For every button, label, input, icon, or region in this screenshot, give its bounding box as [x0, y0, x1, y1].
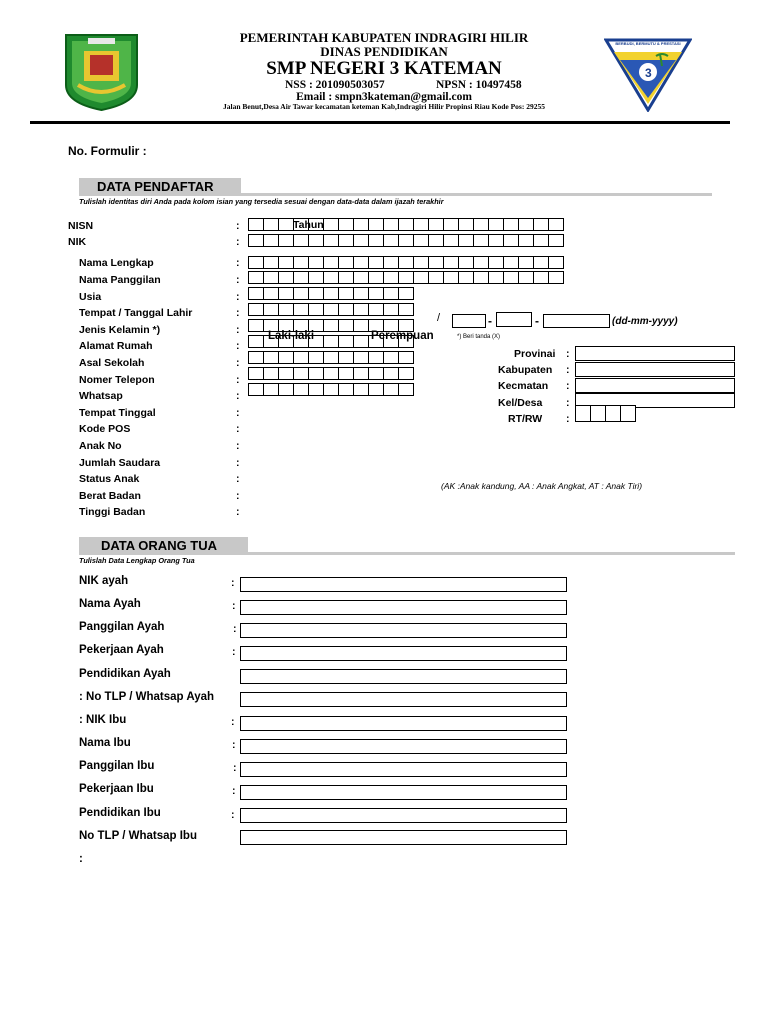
section-applicant-title: DATA PENDAFTAR: [79, 178, 241, 196]
nik-input[interactable]: [248, 234, 563, 247]
form-number-label: No. Formulir :: [68, 144, 147, 158]
field-colon: :: [236, 324, 240, 336]
father-nickname-input[interactable]: [240, 623, 567, 638]
nik-colon: :: [236, 236, 240, 248]
field-colon: :: [236, 423, 240, 435]
father-nickname-label: Panggilan Ayah: [79, 621, 165, 633]
section-applicant-rule: [241, 193, 712, 196]
parent-colon: :: [233, 623, 237, 635]
phone-label: Nomer Telepon: [79, 374, 155, 386]
nickname-label: Nama Panggilan: [79, 274, 161, 286]
field-colon: :: [236, 357, 240, 369]
gender-female-option[interactable]: Perempuan: [371, 330, 434, 342]
postal-code-label: Kode POS: [79, 423, 131, 435]
child-status-label: Status Anak: [79, 473, 140, 485]
father-name-input[interactable]: [240, 600, 567, 615]
birth-place-input[interactable]: [248, 303, 413, 316]
rt-rw-input[interactable]: [575, 405, 635, 422]
birth-year-input[interactable]: [543, 314, 610, 328]
parent-colon: :: [232, 739, 236, 751]
mother-name-input[interactable]: [240, 739, 567, 754]
section-parent-rule: [248, 552, 735, 555]
header-school-name: SMP NEGERI 3 KATEMAN: [266, 58, 502, 79]
phone-input[interactable]: [248, 367, 413, 380]
nickname-input[interactable]: [248, 271, 563, 284]
father-phone-input[interactable]: [240, 692, 567, 707]
nisn-colon: :: [236, 220, 240, 232]
header-department: DINAS PENDIDIKAN: [320, 44, 448, 59]
weight-label: Berat Badan: [79, 490, 141, 502]
rt-rw-colon: :: [566, 413, 570, 425]
parent-colon: :: [231, 577, 235, 589]
village-colon: :: [566, 397, 570, 409]
field-colon: :: [236, 506, 240, 518]
mother-nickname-label: Panggilan Ibu: [79, 760, 155, 772]
child-number-label: Anak No: [79, 440, 122, 452]
nisn-label: NISN: [68, 220, 94, 232]
mother-education-label: Pendidikan Ibu: [79, 807, 161, 819]
parent-colon: :: [231, 716, 235, 728]
field-colon: :: [236, 473, 240, 485]
date-dash: -: [535, 314, 539, 328]
applicant-instruction: Tulislah identitas diri Anda pada kolom isian yang tersedia sesuai dengan data-data dalam ijazah terakhir: [79, 197, 444, 206]
gender-male-option[interactable]: Laki-laki: [268, 330, 315, 342]
nik-label: NIK: [68, 236, 87, 248]
field-colon: :: [236, 490, 240, 502]
field-colon: :: [236, 390, 240, 402]
child-status-note: (AK :Anak kandung, AA : Anak Angkat, AT : Anak Tiri): [441, 481, 643, 491]
date-dash: -: [488, 314, 492, 328]
field-colon: :: [236, 374, 240, 386]
svg-text:3: 3: [645, 66, 652, 80]
parent-colon: :: [232, 785, 236, 797]
mother-name-label: Nama Ibu: [79, 737, 131, 749]
father-job-label: Pekerjaan Ayah: [79, 644, 164, 656]
siblings-label: Jumlah Saudara: [79, 457, 161, 469]
village-label: Kel/Desa: [498, 397, 543, 409]
regency-label: Kabupaten: [498, 364, 553, 376]
home-address-label: Alamat Rumah: [79, 340, 153, 352]
parent-colon: :: [231, 809, 235, 821]
birth-month-input[interactable]: [496, 312, 532, 327]
parent-instruction: Tulislah Data Lengkap Orang Tua: [79, 556, 195, 565]
district-label: Kecmatan: [498, 380, 549, 392]
field-colon: :: [236, 274, 240, 286]
province-input[interactable]: [575, 346, 735, 361]
parent-colon: :: [232, 600, 236, 612]
whatsapp-input[interactable]: [248, 383, 413, 396]
mother-nik-input[interactable]: [240, 716, 567, 731]
origin-school-input[interactable]: [248, 351, 413, 364]
field-colon: :: [236, 340, 240, 352]
age-input[interactable]: [248, 287, 413, 300]
date-format-hint: (dd-mm-yyyy): [612, 316, 678, 327]
whatsapp-label: Whatsap: [79, 390, 123, 402]
mother-nickname-input[interactable]: [240, 762, 567, 777]
header-email: Email : smpn3kateman@gmail.com: [296, 91, 472, 103]
section-parent-title: DATA ORANG TUA: [79, 537, 248, 555]
mother-education-input[interactable]: [240, 808, 567, 823]
field-colon: :: [236, 407, 240, 419]
mother-job-label: Pekerjaan Ibu: [79, 783, 154, 795]
district-colon: :: [566, 380, 570, 392]
field-colon: :: [236, 291, 240, 303]
full-name-input[interactable]: [248, 256, 563, 269]
field-colon: :: [236, 307, 240, 319]
residence-label: Tempat Tinggal: [79, 407, 156, 419]
father-education-label: Pendidikan Ayah: [79, 668, 171, 680]
header-address: Jalan Benut,Desa Air Tawar kecamatan keteman Kab,Indragiri Hilir Propinsi Riau Kode Pos: 29255: [223, 102, 545, 111]
mother-job-input[interactable]: [240, 785, 567, 800]
parent-colon: :: [233, 762, 237, 774]
mother-nik-label: : NIK Ibu: [79, 714, 127, 726]
school-motto: BERBUDI, BERMUTU & PRESTASI: [615, 41, 681, 46]
year-label: Tahun: [293, 219, 324, 231]
field-colon: :: [236, 257, 240, 269]
trailing-colon: :: [79, 853, 83, 865]
birth-day-input[interactable]: [452, 314, 486, 328]
province-colon: :: [566, 348, 570, 360]
father-phone-label: : No TLP / Whatsap Ayah: [79, 691, 215, 703]
age-label: Usia: [79, 291, 102, 303]
date-slash: /: [437, 312, 441, 324]
father-name-label: Nama Ayah: [79, 598, 141, 610]
full-name-label: Nama Lengkap: [79, 257, 154, 269]
height-label: Tinggi Badan: [79, 506, 146, 518]
father-nik-label: NIK ayah: [79, 575, 129, 587]
header-divider: [30, 121, 730, 124]
province-label: Provinai: [514, 348, 556, 360]
header-nss: NSS : 201090503057: [285, 79, 385, 91]
rt-rw-label: RT/RW: [508, 413, 543, 425]
parent-colon: :: [232, 646, 236, 658]
gender-label: Jenis Kelamin *): [79, 324, 161, 336]
mother-phone-input[interactable]: [240, 830, 567, 845]
regency-input[interactable]: [575, 362, 735, 377]
gender-note: *) Beri tanda (X): [457, 334, 501, 340]
header-government: PEMERINTAH KABUPATEN INDRAGIRI HILIR: [239, 30, 529, 45]
father-education-input[interactable]: [240, 669, 567, 684]
field-colon: :: [236, 457, 240, 469]
birth-place-date-label: Tempat / Tanggal Lahir: [79, 307, 193, 319]
origin-school-label: Asal Sekolah: [79, 357, 145, 369]
field-colon: :: [236, 440, 240, 452]
header-npsn: NPSN : 10497458: [436, 79, 522, 91]
regency-colon: :: [566, 364, 570, 376]
father-nik-input[interactable]: [240, 577, 567, 592]
mother-phone-label: No TLP / Whatsap Ibu: [79, 830, 197, 842]
district-input[interactable]: [575, 378, 735, 393]
father-job-input[interactable]: [240, 646, 567, 661]
